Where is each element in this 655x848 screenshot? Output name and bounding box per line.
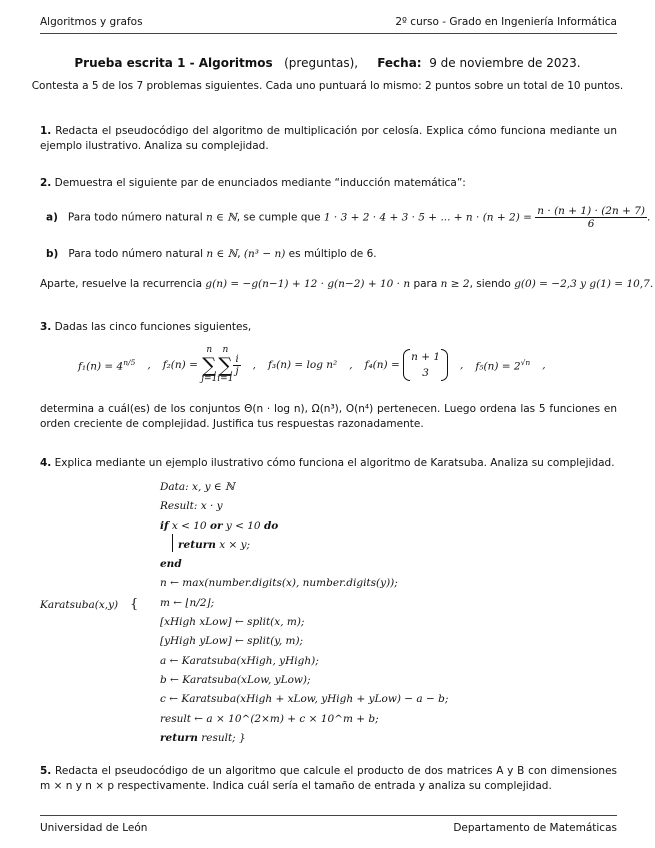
exam-title bbox=[0, 56, 655, 70]
problem-3-continuation: determina a cuál(es) de los conjuntos Θ(n · log n), Ω(n³), O(n⁴) pertenecen. Luego ordena las 5 funciones en orden creciente de complejidad. Justifica tus respuestas razonadamente. bbox=[40, 403, 617, 430]
algo-line: [yHigh yLow] ← split(y, m); bbox=[160, 635, 304, 648]
problem-2b: b) Para todo número natural n ∈ ℕ, (n³ − n) es múltiplo de 6. bbox=[46, 248, 377, 260]
problem-2b-label: b) bbox=[46, 248, 59, 260]
recurrence-for: para bbox=[413, 278, 438, 290]
problem-4 bbox=[40, 456, 617, 471]
problem-2a-text: Para todo número natural bbox=[67, 211, 203, 224]
problem-4-text: Explica mediante un ejemplo ilustrativo cómo funciona el algoritmo de Karatsuba. Analiza su complejidad. bbox=[54, 457, 615, 469]
algo-line: Data: x, y ∈ ℕ bbox=[160, 481, 235, 493]
algo-line: c ← Karatsuba(xHigh + xLow, yHigh + yLow) − a − b; bbox=[160, 693, 449, 706]
problem-2-text: Demuestra el siguiente par de enunciados mediante “inducción matemática”: bbox=[54, 177, 466, 189]
karatsuba-open-brace: { bbox=[130, 597, 139, 612]
problem-2b-expression: (n³ − n) bbox=[243, 248, 286, 260]
problem-5-text: Redacta el pseudocódigo de un algoritmo que calcule el producto de dos matrices A y B con dimensiones m × n y n × p respectivamente. Indica cuál sería el tamaño de entrada y analiza su complejidad. bbox=[40, 765, 617, 792]
problem-2 bbox=[40, 176, 617, 191]
sum-j: n ∑ j=1 bbox=[201, 345, 218, 384]
algo-line: b ← Karatsuba(xLow, yLow); bbox=[160, 673, 311, 686]
exam-date: 9 de noviembre de 2023. bbox=[429, 56, 581, 70]
algo-line: result ← a × 10^(2×m) + c × 10^m + b; bbox=[160, 712, 379, 725]
footer-university: Universidad de León bbox=[40, 822, 148, 834]
problem-2a-label: a) bbox=[46, 211, 58, 224]
problem-4-number: 4. bbox=[40, 457, 52, 469]
footer-rule bbox=[40, 815, 617, 816]
algo-line: a ← Karatsuba(xHigh, yHigh); bbox=[160, 654, 319, 667]
exam-title-sub: (preguntas), bbox=[284, 56, 359, 70]
f5: $f_5(n) = 2^{√n}$ bbox=[475, 357, 531, 373]
algo-line: m ← ⌊n/2⌋; bbox=[160, 596, 215, 609]
function-list: $f_1(n) = 4^{n/5}$ , f₂(n) = n ∑ j=1 n ∑ i=1 $\frac{i}{j}$ , f₃(n) = log n² , f₄(n) = n + 1 3 , $f_5(n) = 2^{√n}$ , bbox=[78, 345, 546, 384]
algo-line: if x < 10 or y < 10 do bbox=[160, 519, 279, 532]
algo-line: [xHigh xLow] ← split(x, m); bbox=[160, 616, 305, 629]
instructions: Contesta a 5 de los 7 problemas siguientes. Cada uno puntuará lo mismo: 2 puntos sobre un total de 10 puntos. bbox=[31, 80, 624, 92]
recurrence-formula: g(n) = −g(n−1) + 12 · g(n−2) + 10 · n bbox=[205, 278, 411, 290]
exam-title-main: Prueba escrita 1 - Algoritmos bbox=[74, 56, 273, 70]
problem-2b-end: es múltiplo de 6. bbox=[288, 248, 377, 260]
problem-3-number: 3. bbox=[40, 321, 52, 333]
recurrence-initial: g(0) = −2,3 y g(1) = 10,7. bbox=[514, 278, 654, 290]
exam-date-label: Fecha: bbox=[377, 56, 422, 70]
problem-2b-condition: n ∈ ℕ bbox=[206, 248, 238, 260]
header-degree: 2º curso - Grado en Ingeniería Informática bbox=[395, 16, 617, 28]
f4-binomial: n + 1 3 bbox=[403, 349, 448, 381]
problem-1-number: 1. bbox=[40, 125, 52, 137]
if-block-bar bbox=[172, 534, 173, 552]
algo-line: end bbox=[160, 558, 182, 571]
problem-2a-lhs: 1 · 3 + 2 · 4 + 3 · 5 + ... + n · (n + 2) = bbox=[323, 211, 532, 224]
problem-2a-numerator: n · (n + 1) · (2n + 7) bbox=[537, 205, 645, 217]
problem-2a: a) Para todo número natural n ∈ ℕ, se cumple que 1 · 3 + 2 · 4 + 3 · 5 + ... + n · (n + 2) = $\frac{n \cdot (n + 1) \cdot (2n + 7)}{6}$ . bbox=[46, 205, 651, 230]
recurrence-given: , siendo bbox=[469, 278, 511, 290]
problem-5-number: 5. bbox=[40, 765, 52, 777]
f1: $f_1(n) = 4^{n/5}$ bbox=[78, 357, 136, 373]
problem-2a-denominator: 6 bbox=[587, 218, 595, 230]
karatsuba-lines bbox=[160, 478, 448, 748]
problem-3-text: Dadas las cinco funciones siguientes, bbox=[54, 321, 252, 333]
f4: f₄(n) = n + 1 3 bbox=[365, 349, 448, 381]
footer-department: Departamento de Matemáticas bbox=[453, 822, 617, 834]
recurrence-condition: n ≥ 2 bbox=[440, 278, 470, 290]
algo-line: n ← max(number.digits(x), number.digits(y)); bbox=[160, 577, 398, 590]
algo-line: return x × y; bbox=[178, 538, 251, 551]
header-rule bbox=[40, 33, 617, 34]
header-course: Algoritmos y grafos bbox=[40, 16, 143, 28]
f3: f₃(n) = log n² bbox=[268, 359, 338, 371]
problem-1-text: Redacta el pseudocódigo del algoritmo de multiplicación por celosía. Explica cómo funciona mediante un ejemplo ilustrativo. Analiza su complejidad. bbox=[40, 125, 617, 152]
problem-2-number: 2. bbox=[40, 177, 52, 189]
algo-line: return result; } bbox=[160, 731, 246, 744]
problem-2a-condition: n ∈ ℕ bbox=[205, 211, 237, 224]
problem-2b-text: Para todo número natural bbox=[68, 248, 204, 260]
f2-fraction: $\frac{i}{j}$ bbox=[235, 353, 239, 377]
recurrence-intro: Aparte, resuelve la recurrencia bbox=[40, 278, 203, 290]
problem-3 bbox=[40, 320, 617, 335]
problem-2a-fraction bbox=[535, 205, 647, 230]
problem-5 bbox=[40, 764, 617, 794]
sum-i: n ∑ i=1 bbox=[217, 345, 234, 384]
problem-1 bbox=[40, 124, 617, 154]
problem-2a-mid: , se cumple que bbox=[236, 211, 321, 224]
f2: f₂(n) = n ∑ j=1 n ∑ i=1 $\frac{i}{j}$ bbox=[162, 345, 239, 384]
algo-line: Result: x · y bbox=[160, 500, 223, 513]
karatsuba-name: Karatsuba(x,y) bbox=[40, 599, 119, 611]
problem-2-recurrence bbox=[40, 278, 653, 290]
